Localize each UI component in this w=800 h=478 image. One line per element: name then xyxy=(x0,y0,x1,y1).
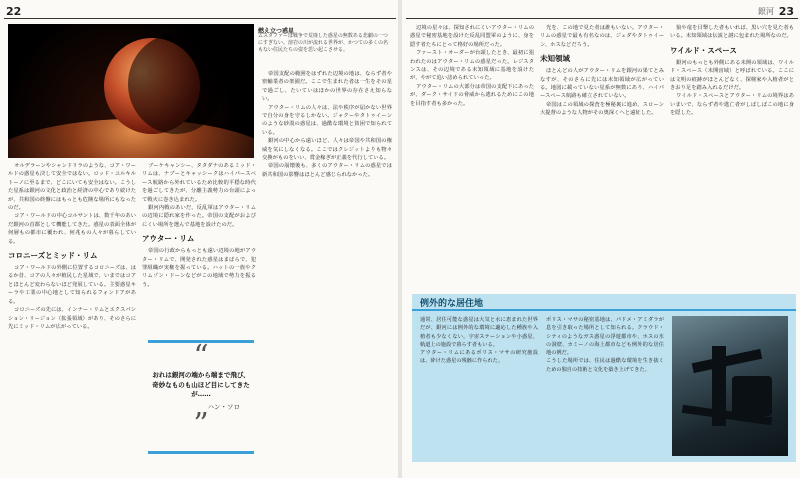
left-column-3 xyxy=(262,70,392,476)
quote-box xyxy=(148,340,254,454)
heading-unknown-regions: 未知領域 xyxy=(540,54,570,64)
paragraph: ワイルド・スペースとアウター・リムの境界はあいまいで、ならず者や逃亡者がしばしばこの地に身を隠した。 xyxy=(670,93,794,117)
open-quote-icon: “ xyxy=(193,339,209,374)
paragraph: 辺境の星々は、探知されにくいアウター・リムの惑星で秘密基地を設けた反乱同盟軍のように、身を隠す者たちにとって格好の場所だった。 xyxy=(410,25,534,48)
photo-caption-title: 燃え立つ惑星 xyxy=(258,28,295,35)
page-number-left: 22 xyxy=(6,5,22,18)
paragraph: アウター・リムの大部分は帝国の支配下にあったが、ダーク・サイドの脅威から逃れるためにこの地を目指す者も多かった。 xyxy=(410,83,534,107)
photo-caption-body: ムスタファーは戦争で荒廃した惑星の無数ある悲劇の一つにすぎない。溶岩の川が流れる世界が、かつての多くの名もない住民たちの姿を思い起こさせる。 xyxy=(258,33,389,53)
sidebar-box xyxy=(412,294,796,462)
sidebar-column-2 xyxy=(546,316,664,458)
paragraph: アウター・リムの人々は、法や秩序が届かない世界で自分の身を守るしかない。ジャクーやタトゥイーンのような砂漠の惑星は、過酷な環境と貧困で知られている。 xyxy=(262,104,392,136)
close-quote-icon: ” xyxy=(193,406,209,442)
paragraph: ブーケキャンシー、タタダナのあるミッド・リムは、ナブーとキャッシークはハイパースペース航路から外れているため比較的平穏な時代を過ごしてきたが、分離主義勢力の台頭によって戦火に巻き込まれた。 xyxy=(142,163,256,203)
quote-text: おれは銀河の端から端まで飛び、奇妙なものも山ほど目にしてきたが…… xyxy=(152,371,250,398)
sidebar-rule xyxy=(412,309,796,311)
paragraph: 銀河のもっとも外側にある未開の領域は、ワイルド・スペース（未開宙域）と呼ばれている。ここには文明の痕跡がほとんどなく、探検家や入植者がときおり足を踏み入れるだけだ。 xyxy=(670,59,794,92)
space-station-photo xyxy=(672,316,788,456)
paragraph: コア・ワールドの中心コルサントは、数千年のあいだ銀河の首都として機能してきた。惑星の表面全体が何層もの都市に覆われ、何兆もの人々が暮らしている。 xyxy=(8,213,136,245)
right-page xyxy=(402,0,800,478)
sidebar-column-1 xyxy=(420,316,538,458)
heading-colonies: コロニーズとミッド・リム xyxy=(8,251,98,261)
quote-attribution: ハン・ソロ xyxy=(207,402,240,411)
planet-photo xyxy=(8,24,254,158)
paragraph: 銀河内戦のあいだ、反乱軍はアウター・リムの辺境に隠れ家を作った。帝国の支配がおよびにくい場所を選んで基地を設けたのだ。 xyxy=(142,205,256,228)
paragraph: 帝国支配の範囲をはずれた辺境の地は、ならず者や密輸業者の楽園だ。ここで生まれた者は一生をその星で過ごし、たいていはほかの世界の存在さえ知らない。 xyxy=(262,71,392,103)
paragraph: コロニーズの先には、インナー・リムとエクスパンション・リージョン（拡張領域）があり、そのさらに先にミッド・リムが広がっている。 xyxy=(8,307,136,330)
paragraph: 銀河の中心から遠いほど、人々は帝国や共和国の権威を気にしなくなる。ここではクレジットよりも物々交換がものをいい、賞金稼ぎが正義を代行している。 xyxy=(262,138,392,162)
left-page xyxy=(0,0,398,478)
paragraph: ポリス・マサの秘密基地は、パドメ・アミダラが息を引き取った場所として知られる。クラウド・シティのようなガス惑星の浮遊都市や、ホスの氷の洞窟、カミーノの海上都市なども例外的な居住地の例だ。 xyxy=(546,317,664,357)
paragraph: オルデラーンやシャンドリラのような、コア・ワールドの惑星も決して安全ではない。ロッド・ユルキルトーノに至るまで、どこにいても安全はない。こうした星系は銀河の文化と政治と経済の中心であり続けたが、共和国の終盤にはもっとも危険な場所にもなったのだ。 xyxy=(8,163,136,212)
paragraph: 帝国の崩壊後も、多くのアウター・リムの惑星では新共和国の影響はほとんど感じられなかった。 xyxy=(262,163,392,178)
heading-wild-space: ワイルド・スペース xyxy=(670,45,737,55)
paragraph: 光を、この地で見た者は誰もいない。アウター・リムの惑星で最も有名なのは、ジェダやタトゥイーン、ホスなどだろう。 xyxy=(540,25,664,48)
right-column-3 xyxy=(670,24,794,286)
right-column-1 xyxy=(410,24,534,286)
paragraph: ほとんどの人がアウター・リムを銀河の果てとみなすが、そのさらに先には未知領域が広がっている。地図に載っていない星系が無数にあり、ハイパースペース航路も確立されていない。 xyxy=(540,68,664,100)
left-column-2 xyxy=(142,162,256,338)
left-column-1 xyxy=(8,162,136,476)
section-label: 銀河 xyxy=(758,7,774,16)
planet-shadow xyxy=(128,34,224,134)
paragraph: 帝国の行政からもっとも遠い辺境の地がアウター・リムで、開発された惑星はまばらで、犯罪組織が実権を握っている。ハットの一族やクリムゾン・ドーンなどがこの地域で勢力を振るう。 xyxy=(142,248,256,288)
paragraph: 帝国はこの領域の探査を極秘裏に進め、スローン大提督のような人物がその奥深くへと遠征した。 xyxy=(540,101,664,117)
paragraph: ファースト・オーダーが台頭したとき、最初に狙われたのはアウター・リムの惑星だった。レジスタンスは、その辺境である未知領域に基地を設けたが、やがて追い詰められていった。 xyxy=(410,50,534,82)
right-column-2 xyxy=(540,24,664,286)
sidebar-title: 例外的な居住地 xyxy=(420,299,484,309)
heading-outer-rim: アウター・リム xyxy=(142,234,195,244)
station-beam xyxy=(692,349,763,373)
header-rule-left xyxy=(4,18,396,19)
paragraph: こうした場所では、住民は過酷な環境を生き抜くための独自の技術と文化を築き上げてきた。 xyxy=(546,358,664,373)
paragraph: コア・ワールドの外側に位置するコロニーズは、はるか昔、コアの人々が植民した星域で、いまではコアとほとんど変わらないほど発展している。主要惑星キーラや工業の中心地として知られるフォンドアがある。 xyxy=(8,265,136,305)
header-rule-right xyxy=(406,18,798,19)
paragraph: アウター・リムにあるポリス・マサの研究施設は、砕けた惑星の残骸に作られた。 xyxy=(420,350,538,365)
page-number-right: 23 xyxy=(778,5,794,18)
paragraph: 狼や竜を目撃した者もいれば、黒い穴を見た者もいる。未知領域は伝説と謎に包まれた場所なのだ。 xyxy=(670,25,794,40)
station-hull xyxy=(732,376,772,416)
paragraph: 通常、居住可能な惑星は大気と水に恵まれた世界だが、銀河には例外的な環境に適応した種族や入植者も少なくない。宇宙ステーションや小惑星、軌道上の施設で暮らす者もいる。 xyxy=(420,317,538,348)
